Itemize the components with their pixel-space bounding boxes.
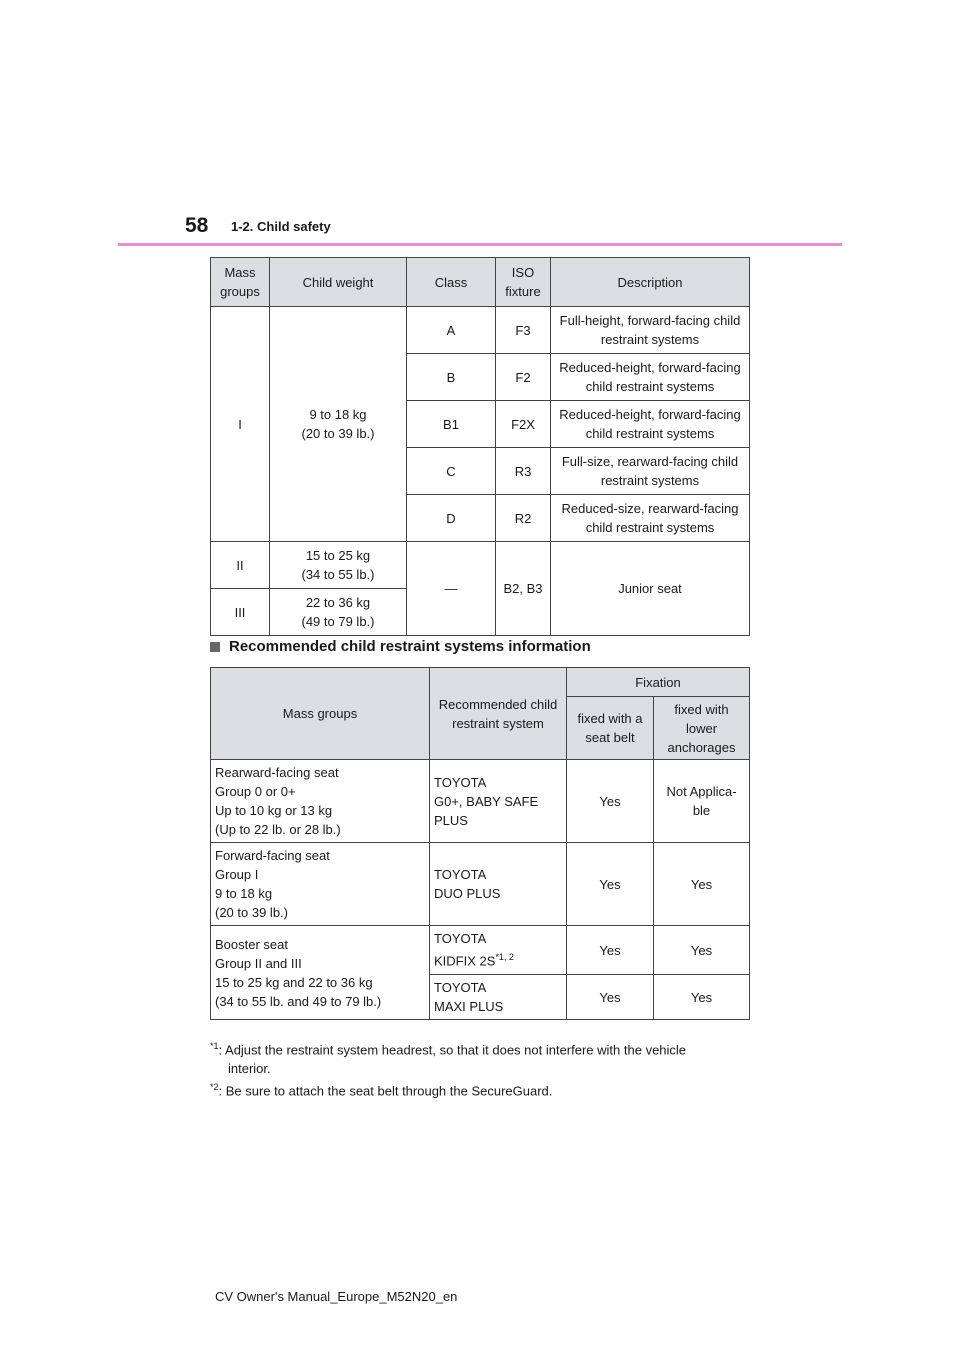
header-iso-fixture: ISO fixture <box>496 258 551 307</box>
mass-group-cell: Booster seat Group II and III 15 to 25 kg and 22 to 36 kg (34 to 55 lb. and 49 to 79 lb.) <box>211 926 430 1020</box>
seat-belt-cell: Yes <box>567 760 654 843</box>
child-weight-cell: 22 to 36 kg (49 to 79 lb.) <box>270 589 407 636</box>
seat-belt-cell: Yes <box>567 975 654 1020</box>
footnote-mark: *1 <box>210 1041 219 1051</box>
mass-group-cell: I <box>211 307 270 542</box>
description-cell: Full-height, forward-facing child restraint systems <box>551 307 750 354</box>
lower-anchorages-cell: Yes <box>654 926 750 975</box>
footnote-text: : Adjust the restraint system headrest, so that it does not interfere with the vehicle <box>218 1042 687 1058</box>
footnote-text-continued: interior. <box>228 1061 271 1077</box>
header-mass-groups: Mass groups <box>211 258 270 307</box>
kidfix-footnote-ref: *1, 2 <box>495 952 514 963</box>
class-cell: — <box>407 542 496 636</box>
subheading-text: Recommended child restraint systems information <box>229 638 591 655</box>
footer-text: CV Owner's Manual_Europe_M52N20_en <box>215 1289 458 1304</box>
class-cell: C <box>407 448 496 495</box>
mass-group-cell: III <box>211 589 270 636</box>
fixture-cell: F3 <box>496 307 551 354</box>
description-cell: Junior seat <box>551 542 750 636</box>
seat-belt-cell: Yes <box>567 926 654 975</box>
header-child-weight: Child weight <box>270 258 407 307</box>
recommended-system-cell: TOYOTA MAXI PLUS <box>430 975 567 1020</box>
description-cell: Reduced-height, forward-facing child restraint systems <box>551 354 750 401</box>
table-row <box>211 843 750 926</box>
table-row <box>211 926 750 975</box>
child-weight-cell: 9 to 18 kg (20 to 39 lb.) <box>270 307 407 542</box>
kidfix-model-name: KIDFIX 2S <box>434 953 496 969</box>
table-row <box>211 307 750 354</box>
kidfix-model <box>434 948 562 970</box>
header-fixed-lower-anchorages: fixed with lower anchorages <box>654 697 750 760</box>
recommended-system-cell: TOYOTA G0+, BABY SAFE PLUS <box>430 760 567 843</box>
class-cell: D <box>407 495 496 542</box>
class-cell: B1 <box>407 401 496 448</box>
footnote-1 <box>210 1037 750 1078</box>
fixture-cell: R2 <box>496 495 551 542</box>
recommended-system-cell <box>430 926 567 975</box>
footnote-2 <box>210 1078 750 1100</box>
mass-group-cell: Rearward-facing seat Group 0 or 0+ Up to 10 kg or 13 kg (Up to 22 lb. or 28 lb.) <box>211 760 430 843</box>
header-mass-groups: Mass groups <box>211 668 430 760</box>
page-number: 58 <box>185 214 209 237</box>
fixture-cell: R3 <box>496 448 551 495</box>
header-fixed-seat-belt: fixed with a seat belt <box>567 697 654 760</box>
child-weight-cell: 15 to 25 kg (34 to 55 lb.) <box>270 542 407 589</box>
mass-group-cell: II <box>211 542 270 589</box>
recommended-systems-table <box>210 667 750 1020</box>
header-recommended-system: Recommended child restraint system <box>430 668 567 760</box>
description-cell: Reduced-height, forward-facing child restraint systems <box>551 401 750 448</box>
header-fixation: Fixation <box>567 668 750 697</box>
section-subheading <box>210 638 591 655</box>
seat-belt-cell: Yes <box>567 843 654 926</box>
header-description: Description <box>551 258 750 307</box>
mass-group-cell: Forward-facing seat Group I 9 to 18 kg (20 to 39 lb.) <box>211 843 430 926</box>
lower-anchorages-cell: Not Applica- ble <box>654 760 750 843</box>
table-row <box>211 542 750 589</box>
table-header-row <box>211 258 750 307</box>
lower-anchorages-cell: Yes <box>654 975 750 1020</box>
fixture-cell: B2, B3 <box>496 542 551 636</box>
fixture-cell: F2X <box>496 401 551 448</box>
table-row <box>211 760 750 843</box>
class-cell: A <box>407 307 496 354</box>
square-bullet-icon <box>210 642 220 652</box>
fixture-cell: F2 <box>496 354 551 401</box>
class-cell: B <box>407 354 496 401</box>
header-divider <box>118 243 842 246</box>
kidfix-brand: TOYOTA <box>434 931 487 947</box>
lower-anchorages-cell: Yes <box>654 843 750 926</box>
footnote-text: : Be sure to attach the seat belt through the SecureGuard. <box>218 1083 553 1099</box>
footnote-mark: *2 <box>210 1082 219 1092</box>
recommended-system-cell: TOYOTA DUO PLUS <box>430 843 567 926</box>
description-cell: Full-size, rearward-facing child restraint systems <box>551 448 750 495</box>
table-header-row <box>211 668 750 697</box>
iso-fixture-table <box>210 257 750 636</box>
section-title: 1-2. Child safety <box>231 219 331 234</box>
description-cell: Reduced-size, rearward-facing child restraint systems <box>551 495 750 542</box>
header-class: Class <box>407 258 496 307</box>
